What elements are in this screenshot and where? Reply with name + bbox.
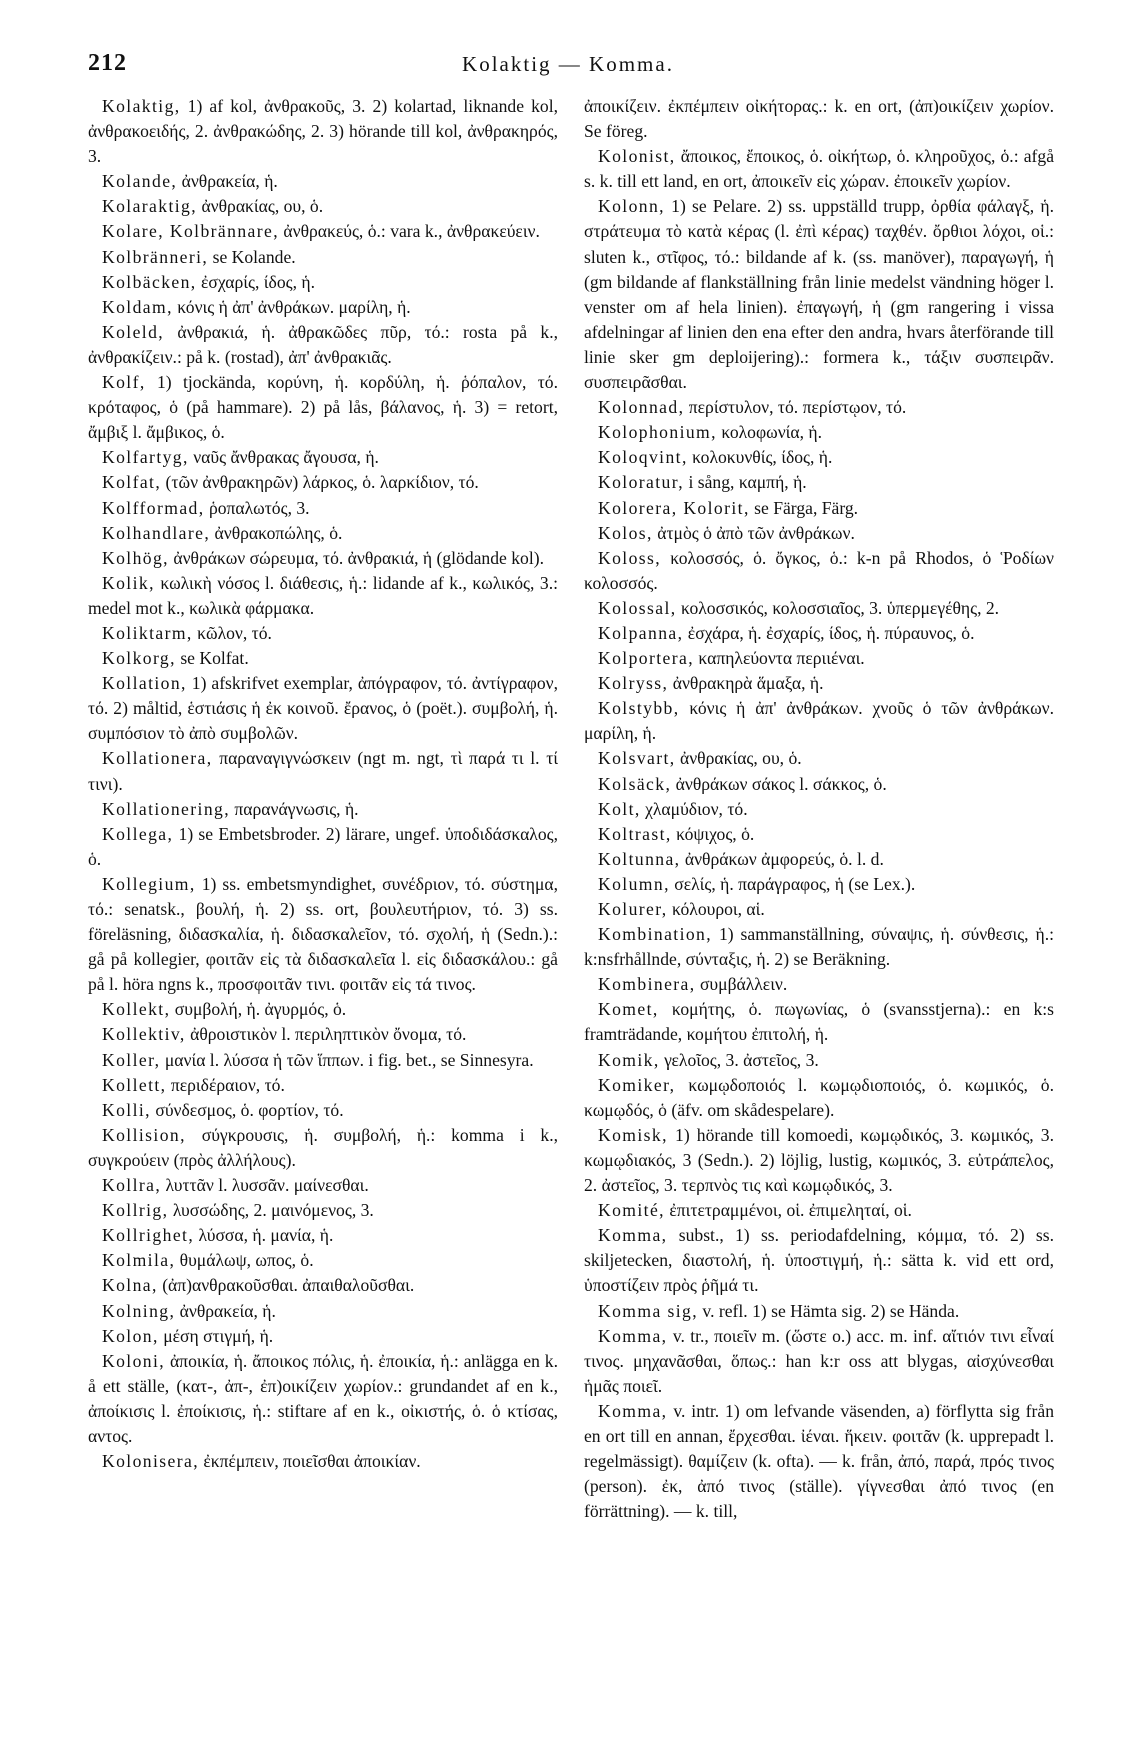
entry-definition: ἄποικος, ἔποικος, ὁ. οἰκήτωρ, ὁ. κληροῦχος, ὁ.: afgå s. k. till ett land, en ort, ἀποικεῖν εἰς χώραν. ἐποικεῖν χωρίον. bbox=[584, 146, 1054, 192]
dictionary-entry bbox=[584, 1299, 1054, 1324]
dictionary-entry bbox=[88, 1098, 558, 1123]
entry-definition: 1) tjockända, κορύνη, ἡ. κορδύλη, ἡ. ῥόπαλον, τό. κρόταφος, ὁ (på hammare). 2) på lås, βάλανος, ἡ. 3) = retort, ἄμβιξ l. ἄμβικος, ὁ. bbox=[88, 372, 558, 443]
entry-definition: ἀτμὸς ὁ ἀπὸ τῶν ἀνθράκων. bbox=[652, 522, 855, 543]
running-head: Kolaktig — Komma. bbox=[462, 52, 674, 76]
entry-definition: 1) ss. embetsmyndighet, συνέδριον, τό. σύστημα, τό.: senatsk., βουλή, ἡ. 2) ss. ort, βουλευτήριον, τό. 3) ss. föreläsning, διδασκαλία, ἡ. διδασκαλεῖον, τό. σχολή, ἡ (Sedn.).: gå på kollegier, φοιτᾶν εἰς τὰ διδασκαλεῖα l. εἰς διδασκάλου.: gå på l. höra ngns k., προσφοιτᾶν τινι. φοιτᾶν εἰς τά τινος. bbox=[88, 873, 558, 995]
dictionary-entry bbox=[584, 596, 1054, 621]
dictionary-entry bbox=[88, 1324, 558, 1349]
dictionary-entry bbox=[584, 972, 1054, 997]
dictionary-entry bbox=[88, 169, 558, 194]
entry-headword: Kolsäck, bbox=[598, 773, 672, 794]
dictionary-entry bbox=[584, 1073, 1054, 1123]
entry-definition: καπηλεύοντα περιιέναι. bbox=[694, 648, 865, 669]
left-column bbox=[88, 94, 558, 1474]
entry-definition: se Färga, Färg. bbox=[749, 497, 859, 518]
entry-headword: Koloqvint, bbox=[598, 447, 688, 468]
entry-definition: ἐσχάρα, ἡ. ἐσχαρίς, ίδος, ἡ. πύραυνος, ὁ. bbox=[683, 622, 975, 643]
dictionary-entry bbox=[88, 1198, 558, 1223]
entry-headword: Kolt, bbox=[598, 798, 641, 819]
entry-definition: παρανάγνωσις, ἡ. bbox=[230, 798, 359, 819]
entry-headword: Kolning, bbox=[102, 1300, 176, 1321]
dictionary-entry bbox=[584, 872, 1054, 897]
entry-definition: σύγκρουσις, ἡ. συμβολή, ἡ.: komma i k., συγκρούειν (πρὸς ἀλλήλους). bbox=[88, 1124, 558, 1170]
dictionary-entry bbox=[88, 546, 558, 571]
entry-headword: Kollegium, bbox=[102, 873, 196, 894]
dictionary-entry bbox=[88, 320, 558, 370]
entry-definition: κολοσσός, ὁ. ὄγκος, ὁ.: k-n på Rhodos, ὁ Ῥοδίων κολοσσός. bbox=[584, 547, 1054, 593]
entry-headword: Komik, bbox=[598, 1049, 660, 1070]
entry-definition: κόνις ἡ ἀπ' ἀνθράκων. χνοῦς ὁ τῶν ἀνθράκων. μαρίλη, ἡ. bbox=[584, 698, 1054, 744]
dictionary-entry bbox=[584, 445, 1054, 470]
entry-headword: Koltunna, bbox=[598, 848, 681, 869]
entry-headword: Kollationera, bbox=[102, 748, 213, 769]
entry-headword: Kolna, bbox=[102, 1275, 158, 1296]
entry-definition: ἀνθρακεύς, ὁ.: vara k., ἀνθρακεύειν. bbox=[279, 221, 540, 242]
entry-definition: 1) afskrifvet exemplar, ἀπόγραφον, τό. ἀντίγραφον, τό. 2) måltid, ἑστιάσις ἡ ἐκ κοινοῦ. ἔρανος, ὁ (poët.). συμβολή, ἡ. συμπόσιον τὸ ἀπὸ συμβολῶν. bbox=[88, 673, 558, 744]
dictionary-entry bbox=[88, 1123, 558, 1173]
dictionary-entry bbox=[88, 1073, 558, 1098]
dictionary-entry bbox=[88, 245, 558, 270]
entry-definition: κομήτης, ὁ. πωγωνίας, ὁ (svansstjerna).: en k:s framträdande, κομήτου ἐπιτολή, ἡ. bbox=[584, 999, 1054, 1045]
entry-headword: Komisk, bbox=[598, 1124, 668, 1145]
entry-headword: Kolorera, Kolorit, bbox=[598, 497, 750, 518]
entry-headword: Komma, bbox=[598, 1400, 668, 1421]
entry-headword: Kolfat, bbox=[102, 472, 162, 493]
entry-headword: Kolos, bbox=[598, 522, 653, 543]
entry-headword: Kolare, Kolbrännare, bbox=[102, 221, 279, 242]
entry-headword: Kolonist, bbox=[598, 146, 676, 167]
dictionary-entry bbox=[88, 370, 558, 445]
entry-definition: κόνις ἡ ἀπ' ἀνθράκων. μαρίλη, ἡ. bbox=[172, 296, 411, 317]
dictionary-entry bbox=[584, 395, 1054, 420]
entry-headword: Kolophonium, bbox=[598, 422, 717, 443]
entry-definition: συμβολή, ἡ. ἀγυρμός, ὁ. bbox=[170, 999, 347, 1020]
entry-definition: v. refl. 1) se Hämta sig. 2) se Hända. bbox=[698, 1300, 960, 1321]
page-header bbox=[88, 50, 1048, 84]
entry-headword: Komma, bbox=[598, 1225, 668, 1246]
dictionary-entry bbox=[584, 1223, 1054, 1298]
entry-headword: Kollega, bbox=[102, 823, 174, 844]
entry-definition: παραναγιγνώσκειν (ngt m. ngt, τὶ παρά τι l. τί τινι). bbox=[88, 748, 558, 794]
dictionary-entry bbox=[584, 470, 1054, 495]
entry-definition: κῶλον, τό. bbox=[192, 622, 272, 643]
entry-headword: Kolumn, bbox=[598, 873, 670, 894]
entry-headword: Komet, bbox=[598, 999, 659, 1020]
entry-headword: Koloss, bbox=[598, 547, 662, 568]
entry-headword: Kombination, bbox=[598, 924, 713, 945]
entry-definition: ἀνθρακοπώλης, ὁ. bbox=[210, 522, 343, 543]
dictionary-entry bbox=[88, 872, 558, 997]
dictionary-entry bbox=[584, 1123, 1054, 1198]
entry-definition: v. intr. 1) om lefvande väsenden, a) förflytta sig från en ort till en annan, ἔρχεσθαι. ἰέναι. ἥκειν. φοιτᾶν (k. upprepadt l. regelmässigt). θαμίζειν (k. ofta). — k. från, ἀπό, παρά, πρός τινος (person). ἐκ, ἀπό τινος (ställe). γίγνεσθαι ἀπό τινος (en förrättning). — k. till, bbox=[584, 1400, 1054, 1522]
entry-definition: ἀνθρακίας, ου, ὁ. bbox=[675, 748, 802, 769]
dictionary-entry bbox=[584, 897, 1054, 922]
entry-headword: Kollra, bbox=[102, 1175, 162, 1196]
entry-headword: Kolonisera, bbox=[102, 1451, 199, 1472]
entry-definition: κολοφωνία, ἡ. bbox=[716, 422, 822, 443]
entry-definition: ναῦς ἄνθρακας ἄγουσα, ἡ. bbox=[188, 447, 379, 468]
entry-definition: σύνδεσμος, ὁ. φορτίον, τό. bbox=[150, 1099, 344, 1120]
entry-definition: λυσσώδης, 2. μαινόμενος, 3. bbox=[168, 1200, 374, 1221]
dictionary-entry bbox=[584, 922, 1054, 972]
entry-definition: μέση στιγμή, ἡ. bbox=[158, 1325, 274, 1346]
entry-headword: Kolmila, bbox=[102, 1250, 176, 1271]
entry-headword: Kolbäcken, bbox=[102, 271, 197, 292]
dictionary-entry bbox=[88, 997, 558, 1022]
entry-headword: Kolsvart, bbox=[598, 748, 676, 769]
entry-headword: Kolonnad, bbox=[598, 397, 685, 418]
entry-headword: Kolurer, bbox=[598, 899, 668, 919]
entry-definition: ἀνθράκων σώρευμα, τό. ἀνθρακιά, ἡ (glödande kol). bbox=[168, 547, 544, 568]
dictionary-entry bbox=[584, 997, 1054, 1047]
dictionary-entry bbox=[88, 219, 558, 244]
entry-definition: ῥοπαλωτός, 3. bbox=[204, 497, 310, 518]
dictionary-entry bbox=[584, 1399, 1054, 1524]
entry-definition: (ἀπ)ανθρακοῦσθαι. ἀπαιθαλοῦσθαι. bbox=[157, 1275, 415, 1296]
dictionary-entry bbox=[88, 646, 558, 671]
dictionary-entry bbox=[584, 797, 1054, 822]
entry-headword: Kollrig, bbox=[102, 1200, 169, 1221]
entry-definition: i sång, καμπή, ἡ. bbox=[684, 472, 807, 493]
entry-headword: Kolaraktig, bbox=[102, 196, 198, 217]
entry-definition: κολοσσικός, κολοσσιαῖος, 3. ὑπερμεγέθης, 2. bbox=[676, 597, 1000, 618]
entry-definition: κολοκυνθίς, ίδος, ἡ. bbox=[687, 447, 833, 468]
entry-definition: (τῶν ἀνθρακηρῶν) λάρκος, ὁ. λαρκίδιον, τό. bbox=[161, 472, 479, 493]
entry-definition: συμβάλλειν. bbox=[695, 974, 788, 995]
entry-headword: Kolli, bbox=[102, 1099, 151, 1120]
dictionary-entry bbox=[584, 671, 1054, 696]
entry-definition: 1) sammanställning, σύναψις, ἡ. σύνθεσις, ἡ.: k:nsfrhållnde, σύνταξις, ἡ. 2) se Beräkning. bbox=[584, 924, 1054, 970]
entry-definition: ἀνθρακεία, ἡ. bbox=[177, 171, 278, 192]
entry-definition: ἀποικίζειν. ἐκπέμπειν οἰκήτορας.: k. en ort, (ἀπ)οικίζειν χωρίον. Se föreg. bbox=[584, 96, 1054, 142]
entry-definition: v. tr., ποιεῖν m. (ὥστε o.) acc. m. inf. αἴτιόν τινι εἶναί τινος. μηχανᾶσθαι, ὅπως.: han k:r oss att blygas, αἰσχύνεσθαι ἡμᾶς ποιεῖ. bbox=[584, 1325, 1054, 1396]
dictionary-entry bbox=[88, 1173, 558, 1198]
entry-definition: se Kolande. bbox=[208, 246, 296, 267]
entry-definition: se Kolfat. bbox=[175, 648, 249, 669]
entry-headword: Kolpanna, bbox=[598, 622, 684, 643]
dictionary-entry bbox=[584, 420, 1054, 445]
entry-headword: Kolossal, bbox=[598, 597, 677, 618]
entry-definition: ἀνθρακίας, ου, ὁ. bbox=[197, 196, 324, 217]
entry-definition: 1) se Embetsbroder. 2) lärare, ungef. ὑποδιδάσκαλος, ὁ. bbox=[88, 823, 558, 869]
entry-headword: Kolkorg, bbox=[102, 648, 176, 669]
entry-definition: ἐκπέμπειν, ποιεῖσθαι ἀποικίαν. bbox=[199, 1451, 421, 1472]
entry-headword: Kolfformad, bbox=[102, 497, 205, 518]
entry-headword: Komiker, bbox=[598, 1074, 676, 1095]
entry-definition: ἀνθράκων ἀμφορεύς, ὁ. l. d. bbox=[680, 848, 884, 869]
entry-headword: Kolryss, bbox=[598, 673, 669, 694]
entry-headword: Kolhandlare, bbox=[102, 522, 211, 543]
entry-definition: ἀνθρακηρὰ ἅμαξα, ἡ. bbox=[668, 673, 824, 694]
entry-definition: ἀθροιστικὸν l. περιληπτικὸν ὄνομα, τό. bbox=[185, 1024, 467, 1045]
dictionary-entry bbox=[584, 621, 1054, 646]
entry-definition: κωμῳδοποιός l. κωμῳδιοποιός, ὁ. κωμικός, ὁ. κωμῳδός, ὁ (äfv. om skådespelare). bbox=[584, 1074, 1054, 1120]
entry-headword: Kollationering, bbox=[102, 798, 231, 819]
right-column bbox=[584, 94, 1054, 1524]
entry-headword: Kollrighet, bbox=[102, 1225, 195, 1246]
entry-headword: Koliktarm, bbox=[102, 622, 193, 643]
dictionary-entry bbox=[584, 496, 1054, 521]
entry-headword: Kolf, bbox=[102, 372, 146, 393]
dictionary-entry bbox=[88, 621, 558, 646]
entry-headword: Kollation, bbox=[102, 673, 187, 694]
entry-definition: ἀνθρακεία, ἡ. bbox=[175, 1300, 276, 1321]
dictionary-entry bbox=[88, 496, 558, 521]
entry-headword: Kolik, bbox=[102, 572, 155, 593]
entry-headword: Kolande, bbox=[102, 171, 178, 192]
dictionary-entry bbox=[88, 1022, 558, 1047]
entry-definition: ἀνθράκων σάκος l. σάκκος, ὁ. bbox=[671, 773, 887, 794]
dictionary-entry bbox=[88, 1248, 558, 1273]
entry-definition: ἀνθρακιά, ἡ. ἀθρακῶδες πῦρ, τό.: rosta på k., ἀνθρακίζειν.: på k. (rostad), ἀπ' ἀνθρακιᾶς. bbox=[88, 321, 558, 367]
entry-headword: Kolon, bbox=[102, 1325, 159, 1346]
dictionary-entry bbox=[88, 270, 558, 295]
entry-headword: Kombinera, bbox=[598, 974, 696, 995]
entry-headword: Koleld, bbox=[102, 321, 165, 342]
entry-headword: Kolportera, bbox=[598, 648, 695, 669]
page-number: 212 bbox=[88, 50, 127, 76]
entry-definition: κόψιχος, ὁ. bbox=[671, 823, 755, 844]
entry-definition: λυττᾶν l. λυσσᾶν. μαίνεσθαι. bbox=[161, 1175, 369, 1196]
dictionary-entry bbox=[88, 194, 558, 219]
dictionary-entry bbox=[88, 1299, 558, 1324]
entry-headword: Kollett, bbox=[102, 1074, 167, 1095]
dictionary-entry bbox=[88, 746, 558, 796]
entry-headword: Kollektiv, bbox=[102, 1024, 186, 1045]
dictionary-entry bbox=[88, 295, 558, 320]
entry-headword: Koloni, bbox=[102, 1350, 166, 1371]
entry-headword: Kolonn, bbox=[598, 196, 665, 217]
entry-definition: 1) af kol, ἀνθρακοῦς, 3. 2) kolartad, liknande kol, ἀνθρακοειδής, 2. ἀνθρακώδης, 2. 3) hörande till kol, ἀνθρακηρός, 3. bbox=[88, 96, 558, 167]
dictionary-entry bbox=[584, 646, 1054, 671]
entry-definition: κωλικὴ νόσος l. διάθεσις, ἡ.: lidande af k., κωλικός, 3.: medel mot k., κωλικὰ φάρμακα. bbox=[88, 572, 558, 618]
dictionary-entry bbox=[88, 521, 558, 546]
entry-definition: μανία l. λύσσα ἡ τῶν ἵππων. i fig. bet., se Sinnesyra. bbox=[160, 1049, 534, 1070]
entry-headword: Kolhög, bbox=[102, 547, 169, 568]
dictionary-entry bbox=[584, 144, 1054, 194]
dictionary-entry bbox=[584, 1048, 1054, 1073]
dictionary-entry bbox=[584, 521, 1054, 546]
entry-headword: Kolbränneri, bbox=[102, 246, 209, 267]
entry-headword: Koltrast, bbox=[598, 823, 672, 844]
dictionary-entry bbox=[88, 822, 558, 872]
dictionary-entry bbox=[584, 194, 1054, 395]
dictionary-entry bbox=[88, 1449, 558, 1474]
dictionary-entry bbox=[584, 546, 1054, 596]
dictionary-entry bbox=[88, 94, 558, 169]
entry-definition: χλαμύδιον, τό. bbox=[640, 798, 748, 819]
entry-definition: θυμάλωψ, ωπος, ὁ. bbox=[175, 1250, 314, 1271]
dictionary-entry bbox=[88, 470, 558, 495]
dictionary-entry bbox=[584, 847, 1054, 872]
entry-definition: ἀποικία, ἡ. ἄποικος πόλις, ἡ. ἐποικία, ἡ.: anlägga en k. å ett ställe, (κατ-, ἀπ-, ἐπ)οικίζειν χωρίον.: grundandet af en k., ἀποίκισις l. ἐποίκισις, ἡ.: stiftare af en k., οἰκιστής, ὁ. ὁ κτίσας, αντος. bbox=[88, 1350, 558, 1446]
entry-headword: Komma sig, bbox=[598, 1300, 699, 1321]
entry-definition: σελίς, ἡ. παράγραφος, ἡ (se Lex.). bbox=[669, 873, 916, 894]
entry-headword: Kolaktig, bbox=[102, 96, 181, 116]
dictionary-entry bbox=[88, 1273, 558, 1298]
dictionary-entry bbox=[584, 772, 1054, 797]
entry-headword: Kollision, bbox=[102, 1124, 186, 1145]
dictionary-entry bbox=[584, 696, 1054, 746]
entry-headword: Komité, bbox=[598, 1200, 665, 1221]
entry-definition: ἐσχαρίς, ίδος, ἡ. bbox=[196, 271, 315, 292]
entry-definition: subst., 1) ss. periodafdelning, κόμμα, τό. 2) ss. skiljetecken, διαστολή, ἡ. ὑποστιγμή, ἡ.: sätta k. vid ett ord, ὑποστίζειν πρὸς ῥῆμά τι. bbox=[584, 1225, 1054, 1296]
entry-definition: περιδέραιον, τό. bbox=[166, 1074, 285, 1095]
entry-definition: γελοῖος, 3. ἀστεῖος, 3. bbox=[659, 1049, 819, 1070]
dictionary-entry bbox=[584, 1198, 1054, 1223]
dictionary-entry bbox=[88, 445, 558, 470]
entry-definition: 1) se Pelare. 2) ss. uppställd trupp, ὀρθία φάλαγξ, ἡ. στράτευμα τὸ κατὰ κέρας (l. ἐπὶ κέρας) ταχθέν. ὄρθιοι λόχοι, οἱ.: sluten k., στῖφος, τό.: bildande af k. (ss. manöver), παραγωγή, ἡ (gm bildande af flankställning från linie medelst vändning höger l. venster om af hela linien). ἐπαγωγή, ἡ (gm rangering i vissa afdelningar af linien den ena efter den andra, hvars återförande till linie sker gm deploijering).: formera k., τάξιν συσπειρᾶν. συσπειρᾶσθαι. bbox=[584, 196, 1054, 393]
entry-definition: ἐπιτετραμμένοι, οἱ. ἐπιμεληταί, οἱ. bbox=[664, 1200, 912, 1221]
entry-definition: λύσσα, ἡ. μανία, ἡ. bbox=[194, 1225, 334, 1246]
entry-headword: Koller, bbox=[102, 1049, 161, 1070]
entry-headword: Koldam, bbox=[102, 296, 173, 317]
entry-definition: κόλουροι, αἱ. bbox=[667, 899, 765, 919]
dictionary-entry bbox=[88, 1223, 558, 1248]
entry-headword: Komma, bbox=[598, 1325, 668, 1346]
entry-headword: Kolfartyg, bbox=[102, 447, 189, 468]
dictionary-entry bbox=[584, 746, 1054, 771]
dictionary-entry bbox=[88, 1349, 558, 1449]
dictionary-entry bbox=[584, 1324, 1054, 1399]
entry-headword: Koloratur, bbox=[598, 472, 685, 493]
entry-headword: Kolstybb, bbox=[598, 698, 680, 719]
entry-definition: 1) hörande till komoedi, κωμῳδικός, 3. κωμικός, 3. κωμῳδιακός, 3 (Sedn.). 2) löjlig, lustig, κωμικός, 3. εὐτράπελος, 2. ἀστεῖος, 3. τερπνὸς τις καὶ κωμῳδικός, 3. bbox=[584, 1124, 1054, 1196]
entry-definition: περίστυλον, τό. περίστῳον, τό. bbox=[684, 397, 907, 418]
entry-headword: Kollekt, bbox=[102, 999, 171, 1020]
dictionary-entry bbox=[584, 822, 1054, 847]
dictionary-entry bbox=[88, 571, 558, 621]
dictionary-entry bbox=[88, 797, 558, 822]
dictionary-entry bbox=[584, 94, 1054, 144]
dictionary-entry bbox=[88, 671, 558, 746]
dictionary-entry bbox=[88, 1048, 558, 1073]
